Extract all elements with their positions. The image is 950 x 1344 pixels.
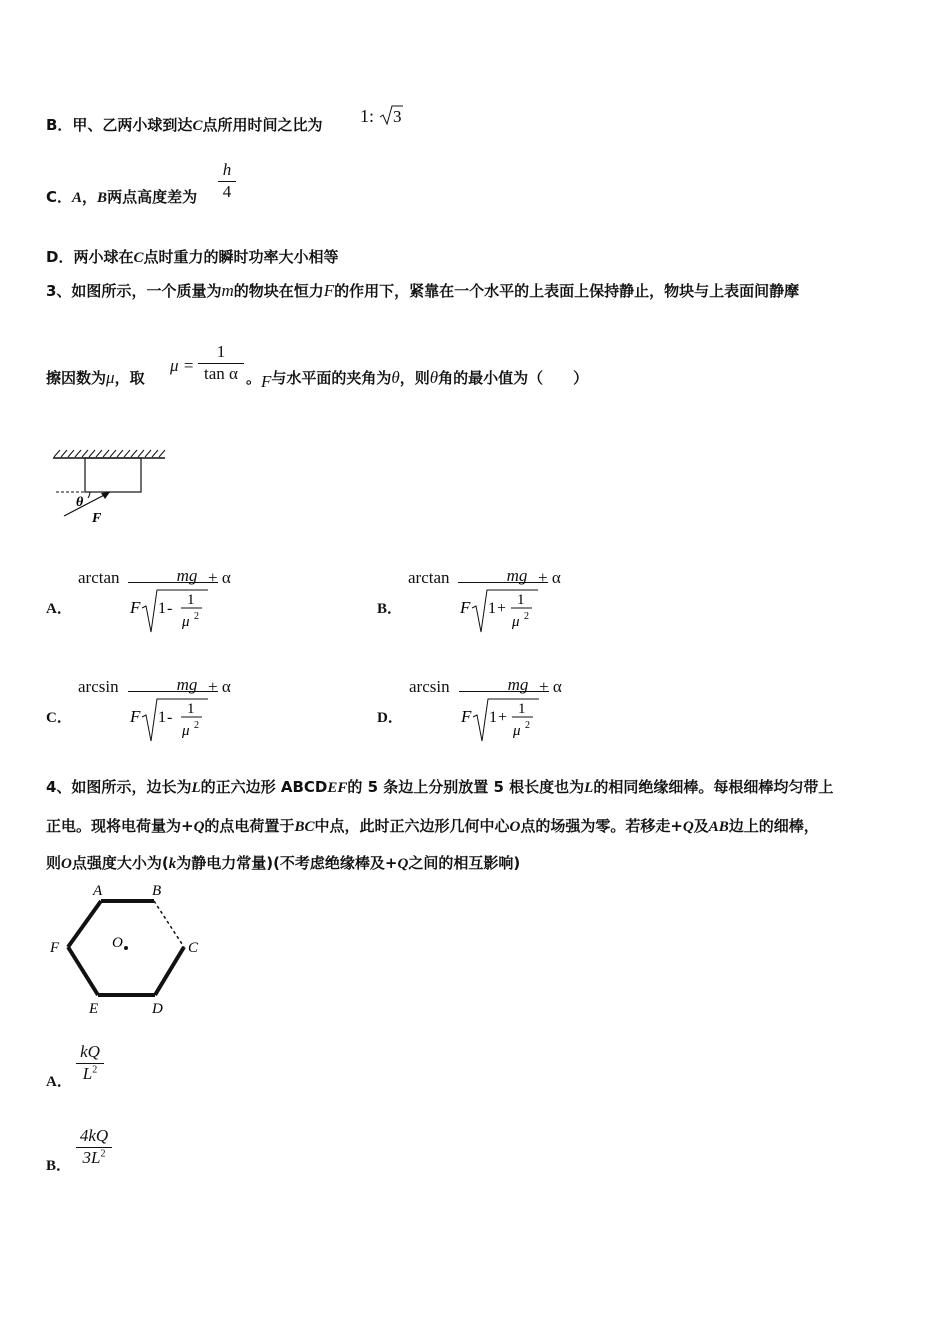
ceiling-hatch [54, 450, 165, 457]
formula-numerator: mg [507, 675, 529, 694]
q4-option-b-label[interactable]: B． [46, 1158, 72, 1174]
fraction-denominator: 4 [222, 182, 232, 201]
function-name: arctan [408, 568, 450, 587]
angle-arc [88, 492, 90, 498]
rod-FA [68, 901, 101, 947]
q4-l1-L: L [191, 780, 201, 796]
q3-mu: μ [106, 368, 115, 387]
q4-stem-line1 [46, 776, 833, 797]
q4-l1-c: 的 5 条边上分别放置 5 根长度也为 [347, 778, 585, 796]
den-inner-mu: μ [512, 614, 520, 630]
formula-bar [128, 582, 218, 583]
q4-l2-Q: Q [193, 819, 205, 835]
q4-l1-EF: EF [327, 780, 348, 796]
q3-theta2: θ [429, 368, 439, 387]
q4-l3-k: k [168, 856, 177, 872]
den-sign: - [167, 600, 173, 617]
q3-line2-c: 与水平面的夹角为 [271, 369, 392, 387]
q4-l3-a: 则 [46, 854, 62, 872]
den-F: F [130, 707, 141, 726]
den-one: 1 [489, 709, 497, 726]
q3-text-b: 的物块在恒力 [233, 282, 324, 300]
den-inner-num: 1 [187, 592, 195, 608]
den-inner-exp: 2 [194, 611, 199, 622]
vertex-B-label: B [152, 883, 162, 899]
vertex-F-label: F [50, 940, 60, 956]
q2-option-b-point: C [192, 118, 203, 134]
formula-denominator [130, 586, 222, 634]
vertex-E-label: E [89, 1001, 99, 1017]
q4-l2-BC: BC [294, 819, 315, 835]
q4-l1-d: 的相同绝缘细棒。每根细棒均匀带上 [593, 778, 834, 796]
fraction-numerator: 4kQ [79, 1126, 109, 1145]
q4-option-a-fraction [76, 1042, 104, 1084]
q3-eq-lhs-text: μ = [170, 356, 195, 375]
q4-l2-c: 中点，此时正六边形几何中心 [314, 817, 510, 835]
q3-F2: F [261, 372, 272, 391]
q3-F: F [323, 281, 335, 300]
rod-CD [155, 947, 184, 995]
q4-l2-f: 边上的细棒， [728, 817, 819, 835]
fraction-denominator: 3L [82, 1148, 101, 1167]
sqrt-icon [379, 104, 403, 126]
den-inner-num: 1 [518, 701, 526, 717]
den-one: 1 [488, 600, 496, 617]
q3-option-d-formula [409, 677, 599, 757]
q3-line2-e: 角的最小值为（ ） [438, 369, 589, 387]
q3-stem-line2-b [246, 367, 589, 391]
q4-l2-O: O [509, 819, 521, 835]
q4-l2-AB: AB [708, 819, 729, 835]
fraction-numerator: h [222, 160, 232, 179]
q3-eq-num: 1 [216, 342, 226, 361]
formula-bar [128, 691, 218, 692]
den-sign: + [497, 600, 507, 617]
q3-eq-fraction [198, 342, 244, 384]
q2-option-d-point: C [133, 250, 144, 266]
q3-eq-den: tan α [204, 364, 238, 383]
q4-l3-c: 为静电力常量)(不考虑绝缘棒及+ [176, 854, 398, 872]
q3-option-a-label[interactable]: A． [46, 601, 72, 617]
center-O-label: O [112, 935, 123, 951]
q2-option-b-ratio [360, 104, 403, 127]
q2-option-c-comma: ， [82, 188, 98, 206]
q4-l1-L2: L [584, 780, 594, 796]
den-inner-mu: μ [182, 723, 190, 739]
den-inner-mu: μ [182, 614, 190, 630]
formula-denominator [460, 586, 552, 634]
q4-l2-a: 正电。现将电荷量为+ [46, 817, 194, 835]
fraction-denominator: L [82, 1064, 93, 1083]
q3-block-figure [50, 446, 175, 528]
q3-option-c-label[interactable]: C． [46, 710, 72, 726]
den-inner-exp: 2 [524, 611, 529, 622]
q4-l3-b: 点强度大小为( [71, 854, 169, 872]
vertex-D-label: D [152, 1001, 163, 1017]
q4-l2-e: 及 [693, 817, 709, 835]
q3-option-b-formula [408, 568, 598, 648]
q4-stem-line3 [46, 852, 520, 873]
q2-option-c-text: 两点高度差为 [107, 188, 198, 206]
den-F: F [130, 598, 141, 617]
q2-option-d-prefix: D．两小球在 [46, 248, 134, 266]
formula-bar [459, 691, 549, 692]
den-sign: + [498, 709, 508, 726]
q3-option-d-label[interactable]: D． [377, 710, 403, 726]
den-inner-num: 1 [517, 592, 525, 608]
q2-option-c [46, 186, 197, 207]
formula-plus-alpha: + α [208, 677, 231, 696]
q4-l3-Q: Q [397, 856, 409, 872]
den-inner-num: 1 [187, 701, 195, 717]
edge-BC-dashed [154, 901, 184, 947]
den-one: 1 [158, 600, 166, 617]
q3-eq-lhs [170, 356, 194, 376]
den-sign: - [167, 709, 173, 726]
formula-denominator [461, 695, 553, 743]
ratio-left: 1 [360, 106, 369, 126]
q3-period: 。 [246, 369, 262, 387]
q4-l3-d: 之间的相互影响) [408, 854, 521, 872]
q4-l1-a: 4、如图所示，边长为 [46, 778, 192, 796]
q4-hexagon-figure [46, 880, 211, 1018]
den-F: F [460, 598, 471, 617]
q3-option-c-formula [78, 677, 268, 757]
fraction-exponent: 2 [92, 1064, 98, 1076]
q3-line2-d: ，则 [399, 369, 430, 387]
fig-F-label: F [92, 511, 102, 526]
q4-l2-Q2: Q [682, 819, 694, 835]
formula-denominator [130, 695, 222, 743]
q3-option-b-label[interactable]: B． [377, 601, 403, 617]
q3-text-a: 3、如图所示，一个质量为 [46, 282, 222, 300]
q3-stem-line1 [46, 280, 799, 301]
formula-numerator: mg [506, 566, 528, 585]
ratio-colon: : [369, 106, 375, 126]
q3-stem-line2-a [46, 367, 145, 388]
q2-option-d-text: 点时重力的瞬时功率大小相等 [143, 248, 339, 266]
q2-option-d [46, 246, 338, 267]
formula-plus-alpha: + α [208, 568, 231, 587]
center-point-icon [124, 946, 128, 950]
q2-option-b [46, 114, 322, 135]
formula-plus-alpha: + α [538, 568, 561, 587]
q4-stem-line2 [46, 815, 819, 836]
fraction-exponent: 2 [100, 1148, 106, 1160]
formula-bar [458, 582, 548, 583]
q3-theta: θ [391, 368, 400, 387]
sqrt-arg: 3 [392, 107, 402, 126]
q3-line2-text: 擦因数为 [46, 369, 107, 387]
function-name: arcsin [409, 677, 450, 696]
den-inner-mu: μ [513, 723, 521, 739]
fraction-numerator: kQ [80, 1042, 100, 1061]
q3-m: m [221, 281, 234, 300]
den-inner-exp: 2 [194, 720, 199, 731]
q4-l1-b: 的正六边形 ABCD [200, 778, 328, 796]
q4-l2-d: 点的场强为零。若移走+ [520, 817, 683, 835]
q4-option-b-fraction [76, 1126, 112, 1168]
formula-numerator: mg [176, 566, 198, 585]
function-name: arcsin [78, 677, 119, 696]
q2-option-c-prefix: C． [46, 188, 73, 206]
q4-l2-b: 的点电荷置于 [204, 817, 295, 835]
q2-option-b-text: 点所用时间之比为 [202, 116, 323, 134]
q4-option-a-label[interactable]: A． [46, 1074, 72, 1090]
formula-plus-alpha: + α [539, 677, 562, 696]
q3-line2-take: ，取 [114, 369, 145, 387]
den-inner-exp: 2 [525, 720, 530, 731]
fig-theta-label: θ [76, 495, 84, 510]
function-name: arctan [78, 568, 120, 587]
block [85, 458, 141, 492]
den-F: F [461, 707, 472, 726]
q2-option-b-prefix: B．甲、乙两小球到达 [46, 116, 193, 134]
q3-text-c: 的作用下，紧靠在一个水平的上表面上保持静止，物块与上表面间静摩 [334, 282, 800, 300]
q2-option-c-A: A [72, 190, 83, 206]
den-one: 1 [158, 709, 166, 726]
q2-option-c-B: B [97, 190, 108, 206]
vertex-A-label: A [93, 883, 103, 899]
q2-option-c-fraction [218, 160, 236, 202]
q4-l3-O: O [61, 856, 72, 872]
formula-numerator: mg [176, 675, 198, 694]
rod-EF [68, 947, 98, 995]
vertex-C-label: C [188, 940, 199, 956]
q3-option-a-formula [78, 568, 268, 648]
